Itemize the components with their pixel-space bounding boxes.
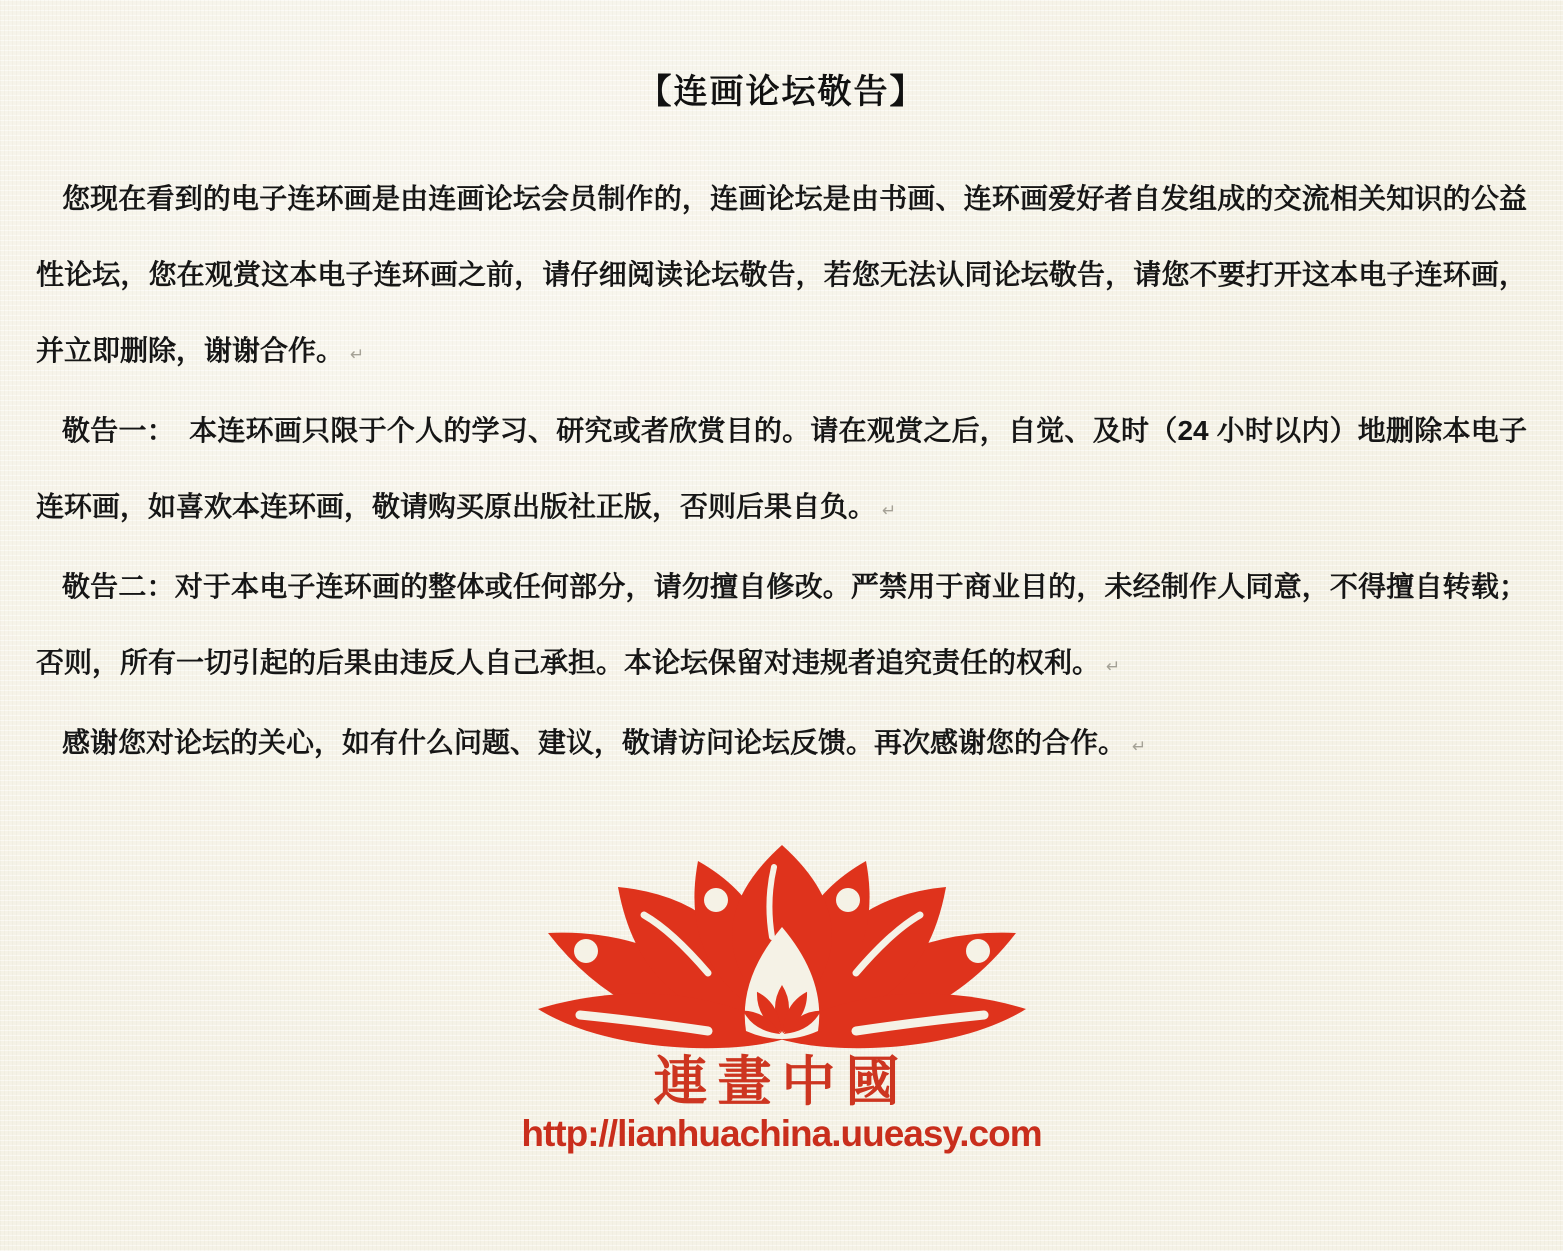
notice-paragraph: [36, 549, 1527, 705]
seal-text: 連畫中國: [653, 1052, 910, 1112]
paragraph-text: 敬告二：对于本电子连环画的整体或任何部分，请勿擅自修改。严禁用于商业目的，未经制作人同意，不得擅自转载；否则，所有一切引起的后果由违反人自己承担。本论坛保留对违规者追究责任的权利。: [36, 571, 1527, 678]
notice-paragraph: [36, 161, 1527, 393]
paragraph-return-mark: ↵: [882, 501, 897, 520]
paragraph-return-mark: ↵: [1106, 657, 1121, 676]
paragraph-return-mark: ↵: [350, 345, 365, 364]
page-title: 【连画论坛敬告】: [637, 73, 926, 111]
paragraph-text: 感谢您对论坛的关心，如有什么问题、建议，敬请访问论坛反馈。再次感谢您的合作。: [62, 727, 1127, 758]
notice-body: [0, 161, 1563, 785]
notice-paragraph: [36, 393, 1527, 549]
site-url: http://lianhuachina.uueasy.com: [521, 1113, 1042, 1154]
notice-paragraph: [36, 705, 1527, 785]
site-logo: [0, 839, 1563, 1155]
paragraph-text: 您现在看到的电子连环画是由连画论坛会员制作的，连画论坛是由书画、连环画爱好者自发组成的交流相关知识的公益性论坛，您在观赏这本电子连环画之前，请仔细阅读论坛敬告，若您无法认同论坛敬告，请您不要打开这本电子连环画，并立即删除，谢谢合作。: [36, 183, 1527, 366]
paragraph-return-mark: ↵: [1132, 737, 1147, 756]
lotus-logo-icon: [522, 839, 1042, 1059]
paragraph-text: 敬告一： 本连环画只限于个人的学习、研究或者欣赏目的。请在观赏之后，自觉、及时（24 小时以内）地删除本电子连环画，如喜欢本连环画，敬请购买原出版社正版，否则后果自负。: [36, 415, 1527, 522]
